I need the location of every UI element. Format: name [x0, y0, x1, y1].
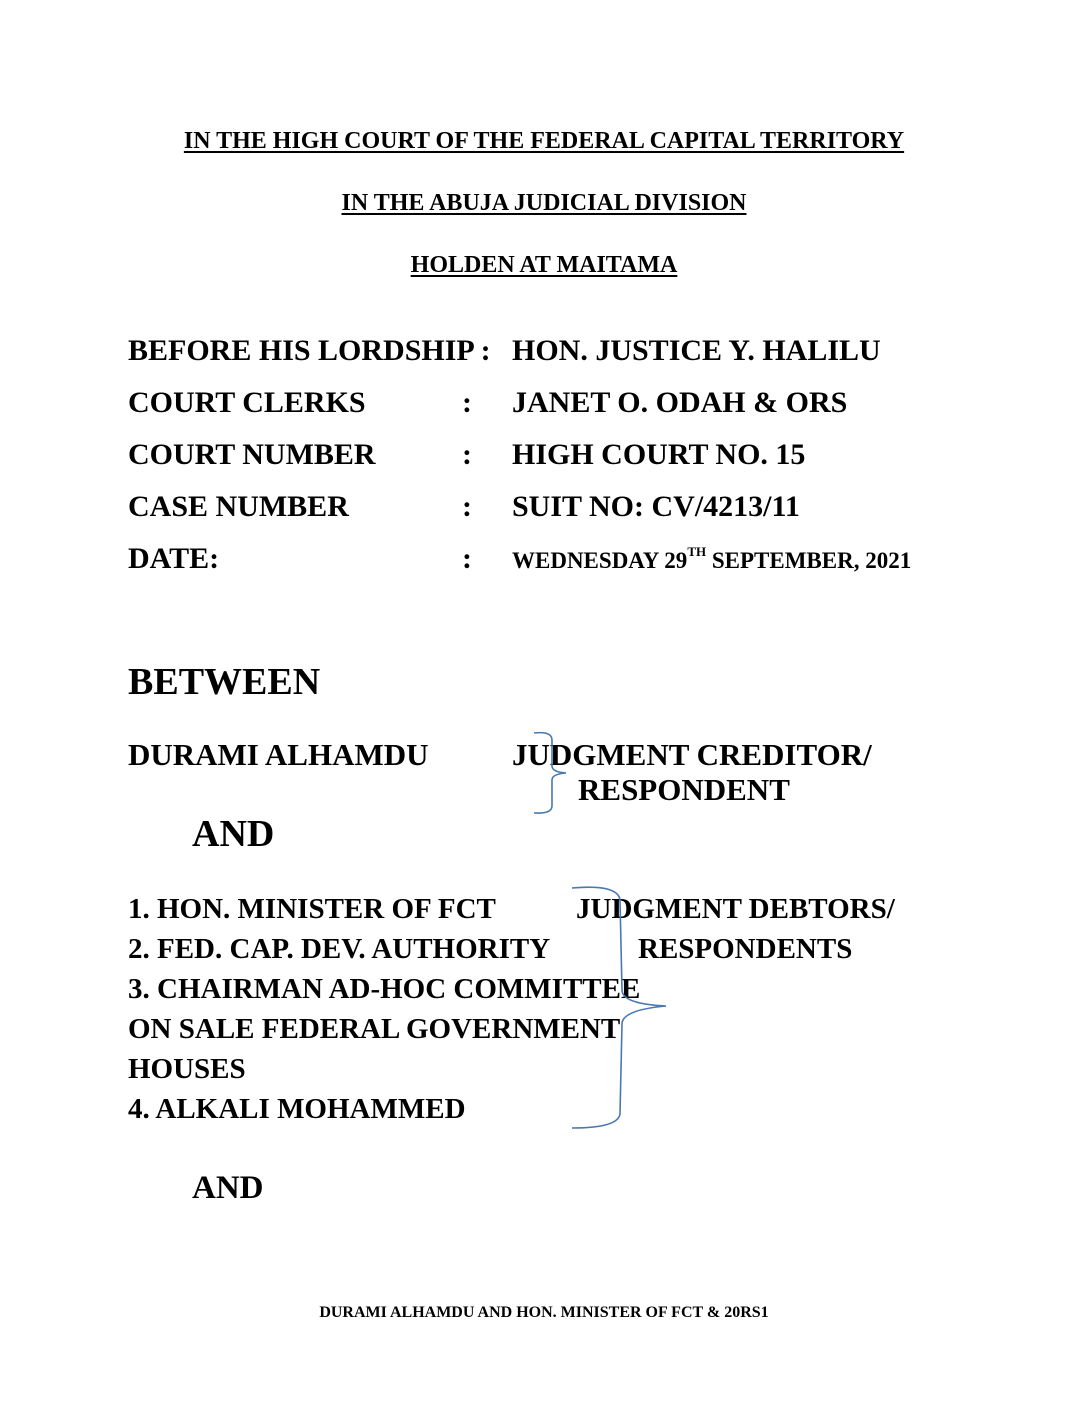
court-number-colon: :: [462, 438, 472, 471]
creditor-name: DURAMI ALHAMDU: [128, 737, 429, 772]
case-number-label: CASE NUMBER: [128, 490, 349, 523]
lordship-value: HON. JUSTICE Y. HALILU: [512, 334, 881, 367]
clerks-label: COURT CLERKS: [128, 386, 366, 419]
date-ordinal: TH: [687, 544, 707, 559]
between-heading: BETWEEN: [128, 661, 321, 703]
clerks-colon: :: [462, 386, 472, 419]
date-label: DATE:: [128, 542, 220, 575]
date-colon: :: [462, 542, 472, 575]
court-title: IN THE HIGH COURT OF THE FEDERAL CAPITAL TERRITORY: [183, 128, 905, 154]
holden-title: HOLDEN AT MAITAMA: [410, 252, 678, 278]
debtors-brace: [572, 887, 666, 1128]
creditor-brace: [534, 733, 566, 813]
court-number-value: HIGH COURT NO. 15: [512, 438, 806, 471]
debtor-3-line3: HOUSES: [128, 1053, 246, 1085]
and-separator-2: AND: [192, 1170, 264, 1206]
page-footer: DURAMI ALHAMDU AND HON. MINISTER OF FCT & 20RS1: [319, 1304, 769, 1321]
debtor-1: 1. HON. MINISTER OF FCT: [128, 893, 496, 925]
debtor-2: 2. FED. CAP. DEV. AUTHORITY: [128, 933, 551, 965]
debtors-role-line2: RESPONDENTS: [638, 933, 853, 965]
court-number-label: COURT NUMBER: [128, 438, 376, 471]
debtors-role-line1: JUDGMENT DEBTORS/: [576, 893, 895, 925]
debtor-3-line2: ON SALE FEDERAL GOVERNMENT: [128, 1013, 621, 1045]
creditor-role-line2: RESPONDENT: [578, 772, 790, 807]
creditor-role-line1: JUDGMENT CREDITOR/: [512, 737, 872, 772]
division-title: IN THE ABUJA JUDICIAL DIVISION: [341, 190, 747, 216]
clerks-value: JANET O. ODAH & ORS: [512, 386, 848, 419]
case-number-value: SUIT NO: CV/4213/11: [512, 490, 800, 523]
and-separator-1: AND: [192, 813, 275, 855]
debtor-4: 4. ALKALI MOHAMMED: [128, 1093, 466, 1125]
date-month-year: SEPTEMBER, 2021: [706, 548, 912, 573]
lordship-label: BEFORE HIS LORDSHIP :: [128, 334, 491, 367]
date-day: WEDNESDAY 29: [512, 548, 688, 573]
debtor-3-line1: 3. CHAIRMAN AD-HOC COMMITTEE: [128, 973, 641, 1005]
case-number-colon: :: [462, 490, 472, 523]
